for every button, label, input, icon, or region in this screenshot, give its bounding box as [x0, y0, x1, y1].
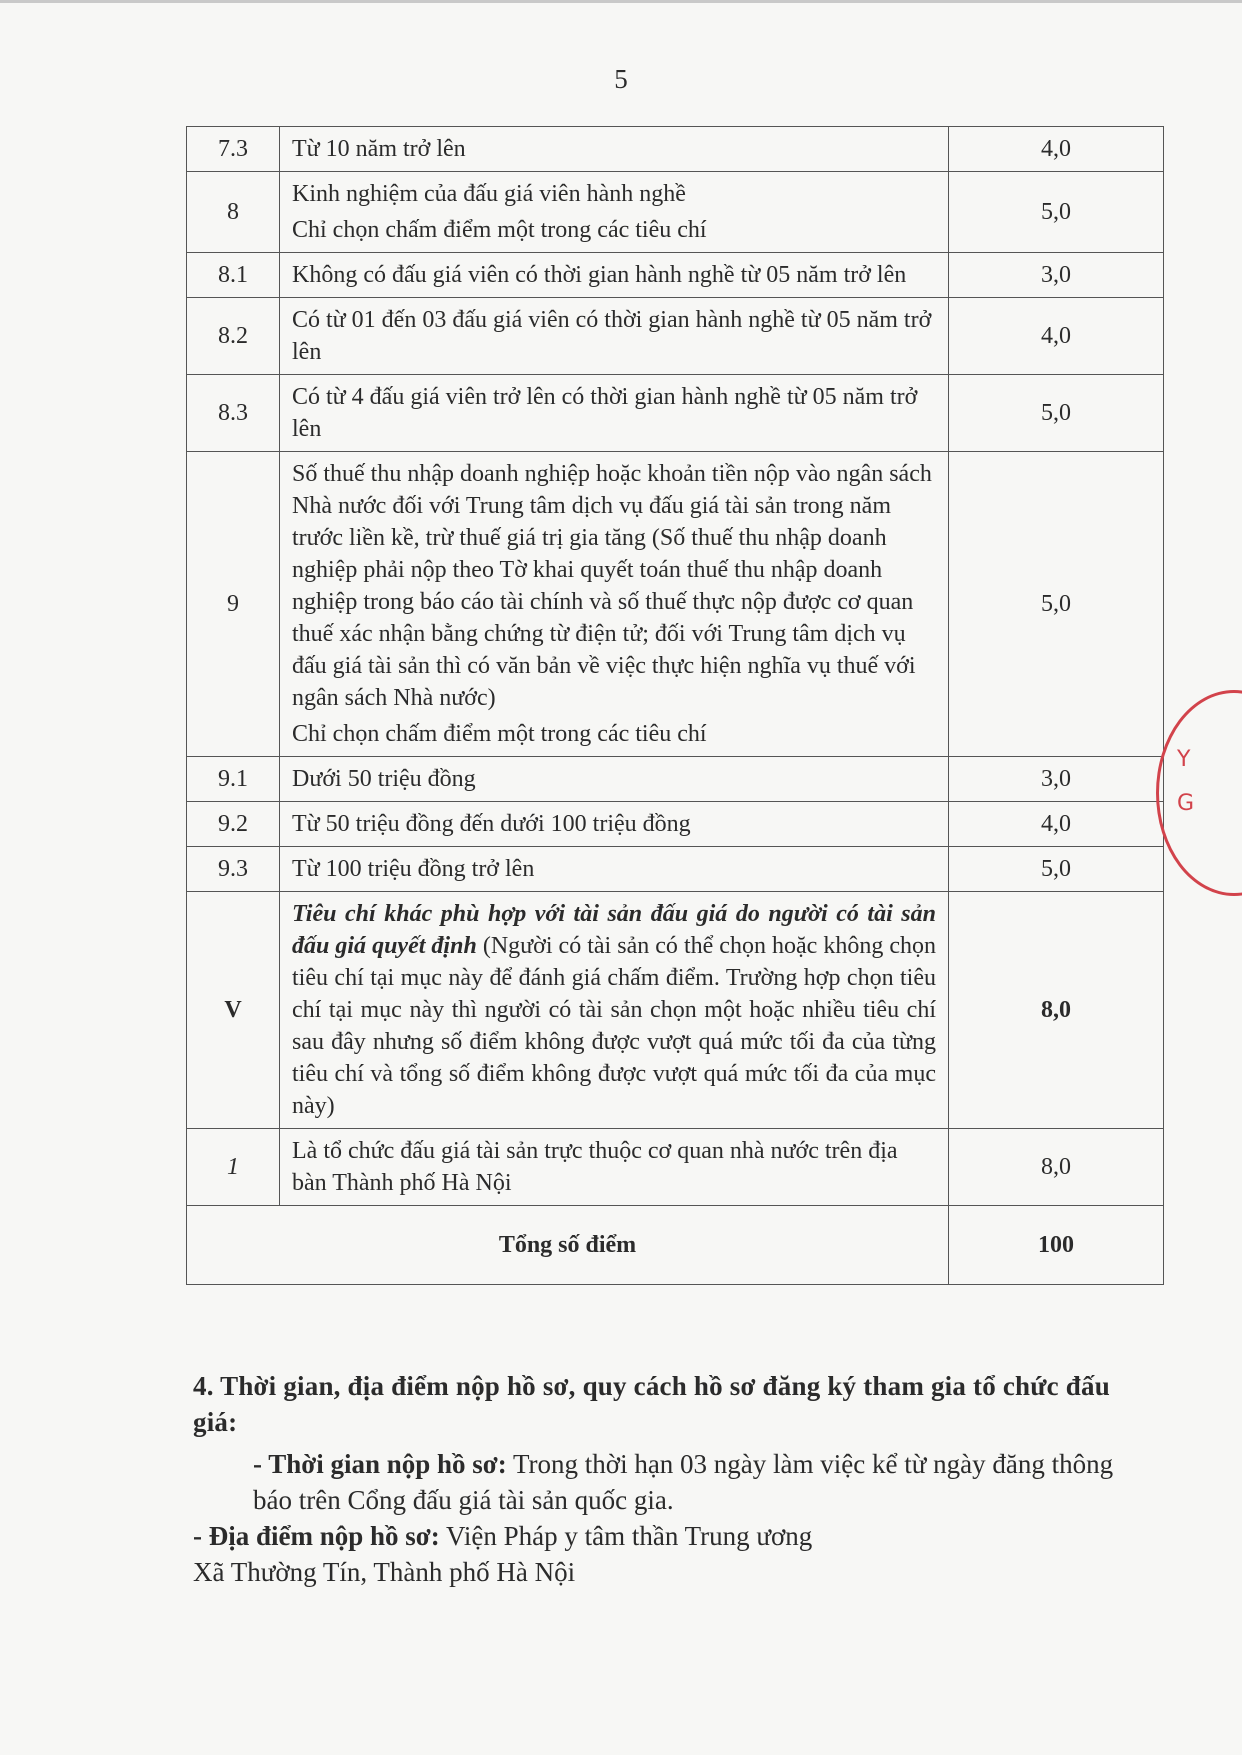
- submission-time-text: Trong thời hạn 03 ngày làm việc kể từ ngày đăng thông báo trên Cổng đấu giá tài sản quốc gia.: [253, 1449, 1114, 1515]
- row-number: 7.3: [187, 127, 280, 172]
- section-4-heading: 4. Thời gian, địa điểm nộp hồ sơ, quy cách hồ sơ đăng ký tham gia tổ chức đấu giá:: [193, 1371, 1110, 1437]
- criterion-text: [280, 172, 949, 253]
- criterion-paragraph: Kinh nghiệm của đấu giá viên hành nghề: [292, 181, 686, 207]
- criterion-score: 8,0: [949, 892, 1164, 1129]
- criterion-score: 5,0: [949, 847, 1164, 892]
- table-row-1: [187, 1129, 1164, 1206]
- criterion-text: [280, 452, 949, 757]
- criterion-paragraph: Không có đấu giá viên có thời gian hành nghề từ 05 năm trở lên: [292, 262, 907, 288]
- criterion-paragraph: Có từ 01 đến 03 đấu giá viên có thời gian hành nghề từ 05 năm trở lên: [292, 307, 932, 365]
- criterion-score: 5,0: [949, 375, 1164, 452]
- row-number: 9.1: [187, 757, 280, 802]
- submission-time-label: - Thời gian nộp hồ sơ:: [253, 1449, 507, 1479]
- criterion-text: [280, 253, 949, 298]
- criterion-text: [280, 757, 949, 802]
- stamp-letter: G: [1177, 791, 1195, 816]
- criterion-score: 4,0: [949, 298, 1164, 375]
- criterion-score: 5,0: [949, 452, 1164, 757]
- table-total-row: [187, 1206, 1164, 1285]
- criterion-text: Là tổ chức đấu giá tài sản trực thuộc cơ quan nhà nước trên địa bàn Thành phố Hà Nội: [280, 1129, 949, 1206]
- criterion-text: [280, 802, 949, 847]
- scoring-criteria-table: [186, 126, 1164, 1285]
- criterion-score: 3,0: [949, 757, 1164, 802]
- criterion-text: [280, 847, 949, 892]
- criterion-note: (Người có tài sản có thể chọn hoặc không chọn tiêu chí tại mục này để đánh giá chấm điểm. Trường hợp chọn tiêu chí tại mục này thì người có tài sản chọn một hoặc nhiều tiêu chí sau đây nhưng số điểm không được vượt quá mức tối đa của từng tiêu chí và tổng số điểm không được vượt quá mức tối đa của mục này): [292, 933, 937, 1119]
- table-row-v: [187, 892, 1164, 1129]
- criterion-paragraph: Từ 100 triệu đồng trở lên: [292, 856, 535, 882]
- table-row: [187, 452, 1164, 757]
- page-top-edge: [0, 0, 1242, 3]
- table-row: [187, 757, 1164, 802]
- criterion-paragraph: Chỉ chọn chấm điểm một trong các tiêu chí: [292, 721, 707, 747]
- criterion-paragraph: Có từ 4 đấu giá viên trở lên có thời gian hành nghề từ 05 năm trở lên: [292, 384, 918, 442]
- table-row: [187, 847, 1164, 892]
- criterion-paragraph: Số thuế thu nhập doanh nghiệp hoặc khoản tiền nộp vào ngân sách Nhà nước đối với Trung tâm dịch vụ đấu giá tài sản trong năm trước liền kề, trừ thuế giá trị gia tăng (Số thuế thu nhập doanh nghiệp phải nộp theo Tờ khai quyết toán thuế thu nhập doanh nghiệp trong báo cáo tài chính và số thuế thực nộp được cơ quan thuế xác nhận bằng chứng từ điện tử; đối với Trung tâm dịch vụ đấu giá tài sản thì có văn bản về việc thực hiện nghĩa vụ thuế với ngân sách Nhà nước): [292, 461, 932, 711]
- page-number: 5: [614, 64, 628, 94]
- table-row: [187, 298, 1164, 375]
- criterion-lead: Tiêu chí khác phù hợp với tài sản đấu giá do người có tài sản đấu giá quyết định: [292, 901, 936, 959]
- criterion-score: 4,0: [949, 127, 1164, 172]
- criterion-text: [280, 298, 949, 375]
- criterion-score: 8,0: [949, 1129, 1164, 1206]
- row-number: 8: [187, 172, 280, 253]
- row-number: 9: [187, 452, 280, 757]
- total-score: 100: [949, 1206, 1164, 1285]
- submission-place-line-2: Xã Thường Tín, Thành phố Hà Nội: [193, 1557, 576, 1587]
- stamp-letter: Y: [1177, 747, 1191, 772]
- row-number: 9.2: [187, 802, 280, 847]
- submission-place-text: Viện Pháp y tâm thần Trung ương: [439, 1521, 813, 1551]
- row-number: 1: [187, 1129, 280, 1206]
- criterion-score: 3,0: [949, 253, 1164, 298]
- criterion-paragraph: Chỉ chọn chấm điểm một trong các tiêu chí: [292, 217, 707, 243]
- row-number: 9.3: [187, 847, 280, 892]
- table-row: [187, 375, 1164, 452]
- criterion-text: [280, 375, 949, 452]
- submission-time-line: [193, 1446, 1143, 1518]
- submission-place-line: [193, 1518, 1143, 1554]
- section-4-body: [193, 1446, 1143, 1590]
- row-number: V: [187, 892, 280, 1129]
- criterion-paragraph: Dưới 50 triệu đồng: [292, 766, 476, 792]
- table-row: [187, 253, 1164, 298]
- criterion-score: 5,0: [949, 172, 1164, 253]
- red-seal-stamp: [1156, 690, 1242, 896]
- table-row: [187, 172, 1164, 253]
- criterion-paragraph: Từ 10 năm trở lên: [292, 136, 466, 162]
- submission-place-label: - Địa điểm nộp hồ sơ:: [193, 1521, 440, 1551]
- row-number: 8.1: [187, 253, 280, 298]
- row-number: 8.2: [187, 298, 280, 375]
- table-row: [187, 802, 1164, 847]
- criteria-special-rows: [187, 892, 1164, 1285]
- criterion-score: 4,0: [949, 802, 1164, 847]
- criterion-text: [280, 127, 949, 172]
- row-number: 8.3: [187, 375, 280, 452]
- criteria-rows: [187, 127, 1164, 892]
- criterion-text: [280, 892, 949, 1129]
- criterion-paragraph: Từ 50 triệu đồng đến dưới 100 triệu đồng: [292, 811, 691, 837]
- total-label: Tổng số điểm: [187, 1206, 949, 1285]
- table-row: [187, 127, 1164, 172]
